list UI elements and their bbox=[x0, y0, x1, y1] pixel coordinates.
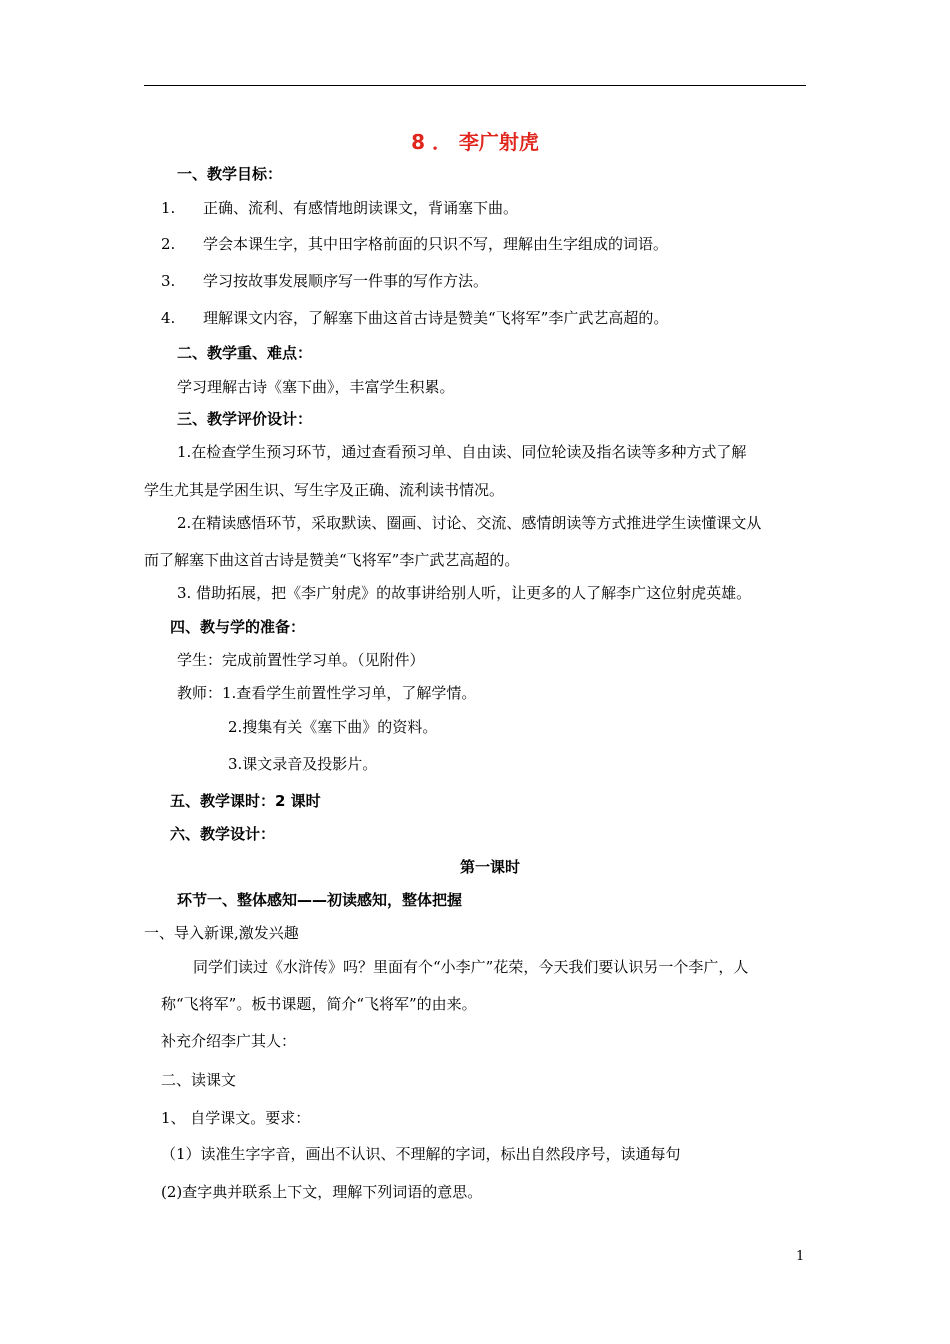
goal-text: 正确、流利、有感情地朗读课文，背诵塞下曲。 bbox=[203, 199, 519, 217]
goal-item bbox=[161, 234, 668, 254]
section-heading-design: 六、教学设计： bbox=[170, 825, 276, 843]
preparation-student: 学生：完成前置性学习单。（见附件） bbox=[177, 651, 425, 669]
evaluation-paragraph-1: 1.在检查学生预习环节，通过查看预习单、自由读、同位轮读及指名读等多种方式了解 bbox=[177, 443, 747, 461]
goal-number: 1. bbox=[161, 199, 176, 217]
stage-heading: 环节一、整体感知——初读感知，整体把握 bbox=[177, 891, 463, 909]
intro-supplement: 补充介绍李广其人： bbox=[161, 1032, 297, 1050]
goal-item bbox=[161, 308, 668, 328]
goal-number: 4. bbox=[161, 309, 176, 327]
preparation-teacher-3: 3.课文录音及投影片。 bbox=[228, 755, 378, 773]
lesson-title: 第一课时 bbox=[459, 858, 520, 876]
evaluation-paragraph-2: 2.在精读感悟环节，采取默读、圈画、讨论、交流、感情朗读等方式推进学生读懂课文从 bbox=[177, 514, 762, 532]
goal-number: 3. bbox=[161, 272, 176, 290]
header-rule bbox=[144, 85, 806, 86]
part-heading-intro: 一、导入新课,激发兴趣 bbox=[144, 924, 299, 942]
evaluation-paragraph-1-cont: 学生尤其是学困生识、写生字及正确、流利读书情况。 bbox=[144, 481, 505, 499]
preparation-teacher-2: 2.搜集有关《塞下曲》的资料。 bbox=[228, 718, 438, 736]
evaluation-paragraph-3: 3. 借助拓展，把《李广射虎》的故事讲给别人听，让更多的人了解李广这位射虎英雄。 bbox=[177, 584, 752, 602]
reading-requirement-1: （1）读准生字字音，画出不认识、不理解的字词，标出自然段序号，读通每句 bbox=[161, 1145, 681, 1163]
page-number: 1 bbox=[796, 1249, 805, 1264]
evaluation-paragraph-2-cont: 而了解塞下曲这首古诗是赞美“飞将军”李广武艺高超的。 bbox=[144, 551, 520, 569]
section-heading-class-hours: 五、教学课时：2 课时 bbox=[170, 792, 321, 810]
page-title: 8 ． 李广射虎 bbox=[411, 130, 539, 154]
intro-paragraph: 同学们读过《水浒传》吗？里面有个“小李广”花荣，今天我们要认识另一个李广，人 bbox=[193, 958, 749, 976]
goal-item bbox=[161, 271, 488, 291]
key-points-text: 学习理解古诗《塞下曲》，丰富学生积累。 bbox=[177, 378, 455, 396]
part-heading-reading: 二、读课文 bbox=[161, 1071, 237, 1089]
goal-item bbox=[161, 198, 518, 218]
goal-text: 学会本课生字，其中田字格前面的只识不写，理解由生字组成的词语。 bbox=[203, 235, 669, 253]
section-heading-preparation: 四、教与学的准备： bbox=[170, 618, 306, 636]
section-heading-goals: 一、教学目标： bbox=[177, 165, 283, 183]
reading-item-1: 1、 自学课文。要求： bbox=[161, 1109, 311, 1127]
reading-requirement-2: (2)查字典并联系上下文，理解下列词语的意思。 bbox=[161, 1183, 483, 1201]
intro-paragraph-cont: 称“飞将军”。板书课题，简介“飞将军”的由来。 bbox=[161, 995, 477, 1013]
preparation-teacher-1: 教师：1.查看学生前置性学习单，了解学情。 bbox=[177, 684, 477, 702]
section-heading-evaluation: 三、教学评价设计： bbox=[177, 410, 313, 428]
goal-text: 学习按故事发展顺序写一件事的写作方法。 bbox=[203, 272, 489, 290]
goal-number: 2. bbox=[161, 235, 176, 253]
goal-text: 理解课文内容，了解塞下曲这首古诗是赞美“飞将军”李广武艺高超的。 bbox=[203, 309, 669, 327]
section-heading-key-points: 二、教学重、难点： bbox=[177, 344, 313, 362]
